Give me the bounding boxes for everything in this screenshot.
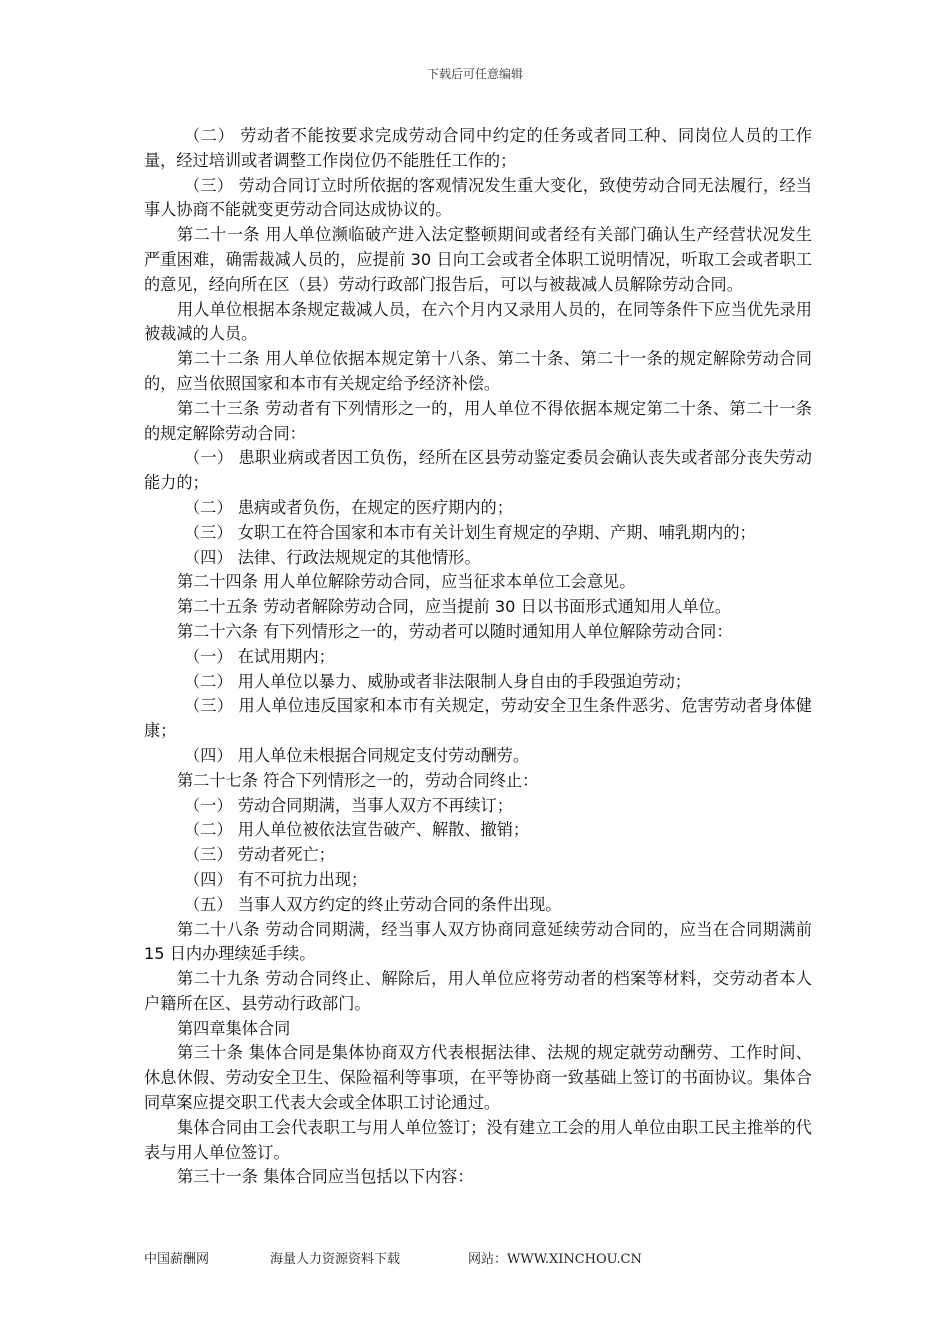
footer-website: 网站：WWW.XINCHOU.CN xyxy=(468,1252,642,1267)
paragraph: 第二十三条 劳动者有下列情形之一的，用人单位不得依据本规定第二十条、第二十一条的规定解除劳动合同： xyxy=(144,398,812,443)
paragraph: 第三十一条 集体合同应当包括以下内容： xyxy=(177,1167,474,1187)
paragraph: （一） 劳动合同期满，当事人双方不再续订； xyxy=(184,795,513,815)
document-body xyxy=(144,124,812,1190)
paragraph: （一） 患职业病或者因工负伤，经所在区县劳动鉴定委员会确认丧失或者部分丧失劳动能力的； xyxy=(144,448,812,493)
paragraph: 第二十四条 用人单位解除劳动合同，应当征求本单位工会意见。 xyxy=(177,572,636,592)
paragraph: （四） 法律、行政法规规定的其他情形。 xyxy=(184,547,481,567)
paragraph: 第二十五条 劳动者解除劳动合同，应当提前 30 日以书面形式通知用人单位。 xyxy=(177,597,732,617)
paragraph: （二） 劳动者不能按要求完成劳动合同中约定的任务或者同工种、同岗位人员的工作量，经过培训或者调整工作岗位仍不能胜任工作的； xyxy=(144,126,812,170)
paragraph: （三） 用人单位违反国家和本市有关规定，劳动安全卫生条件恶劣、危害劳动者身体健康； xyxy=(144,696,812,741)
paragraph: （四） 有不可抗力出现； xyxy=(184,869,368,889)
paragraph: 第二十六条 有下列情形之一的，劳动者可以随时通知用人单位解除劳动合同： xyxy=(177,621,733,641)
paragraph: （三） 女职工在符合国家和本市有关计划生育规定的孕期、产期、哺乳期内的； xyxy=(184,522,756,542)
paragraph: 用人单位根据本条规定裁减人员，在六个月内又录用人员的，在同等条件下应当优先录用被裁减的人员。 xyxy=(144,299,812,344)
paragraph: 第二十一条 用人单位濒临破产进入法定整顿期间或者经有关部门确认生产经营状况发生严重困难，确需裁减人员的，应提前 30 日向工会或者全体职工说明情况，听取工会或者职工的意见，经向所在区（县）劳动行政部门报告后，可以与被裁减人员解除劳动合同。 xyxy=(144,225,812,294)
footer-slogan: 海量人力资源资料下载 xyxy=(270,1252,401,1267)
paragraph: 集体合同由工会代表职工与用人单位签订；没有建立工会的用人单位由职工民主推举的代表与用人单位签订。 xyxy=(144,1117,812,1162)
paragraph: （二） 用人单位被依法宣告破产、解散、撤销； xyxy=(184,820,530,840)
paragraph: 第二十九条 劳动合同终止、解除后，用人单位应将劳动者的档案等材料，交劳动者本人户籍所在区、县劳动行政部门。 xyxy=(144,969,812,1013)
paragraph: （四） 用人单位未根据合同规定支付劳动酬劳。 xyxy=(184,745,530,765)
paragraph: （二） 患病或者负伤，在规定的医疗期内的； xyxy=(184,497,513,517)
paragraph: 第四章集体合同 xyxy=(177,1018,291,1038)
paragraph: 第二十二条 用人单位依据本规定第十八条、第二十条、第二十一条的规定解除劳动合同的，应当依照国家和本市有关规定给予经济补偿。 xyxy=(144,349,812,393)
paragraph: （一） 在试用期内； xyxy=(184,646,335,666)
paragraph: （五） 当事人双方约定的终止劳动合同的条件出现。 xyxy=(184,894,562,914)
paragraph: 第二十八条 劳动合同期满，经当事人双方协商同意延续劳动合同的，应当在合同期满前 15 日内办理续延手续。 xyxy=(144,919,812,964)
paragraph: （二） 用人单位以暴力、威胁或者非法限制人身自由的手段强迫劳动； xyxy=(184,671,691,691)
paragraph: 第二十七条 符合下列情形之一的，劳动合同终止： xyxy=(177,770,539,790)
paragraph: 第三十条 集体合同是集体协商双方代表根据法律、法规的规定就劳动酬劳、工作时间、休息休假、劳动安全卫生、保险福利等事项，在平等协商一致基础上签订的书面协议。集体合同草案应提交职工代表大会或全体职工讨论通过。 xyxy=(144,1043,812,1113)
paragraph: （三） 劳动者死亡； xyxy=(184,845,335,865)
paragraph: （三） 劳动合同订立时所依据的客观情况发生重大变化，致使劳动合同无法履行，经当事人协商不能就变更劳动合同达成协议的。 xyxy=(144,175,812,220)
footer-site-name: 中国薪酬网 xyxy=(144,1252,210,1267)
page-header: 下载后可任意编辑 xyxy=(426,67,523,81)
